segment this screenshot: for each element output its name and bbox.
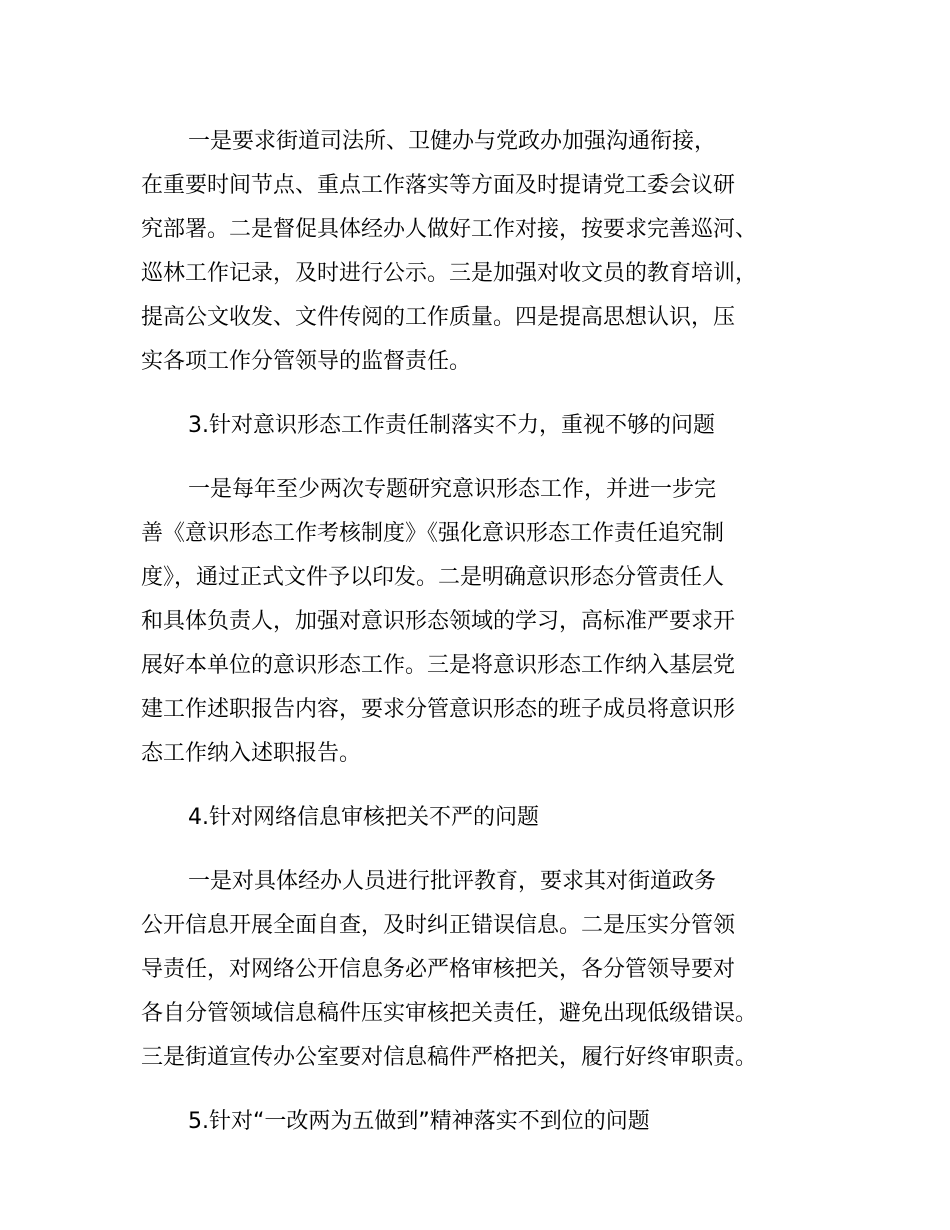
text-line: 各自分管领域信息稿件压实审核把关责任，避免出现低级错误。 bbox=[141, 1001, 758, 1026]
text-line: 展好本单位的意识形态工作。三是将意识形态工作纳入基层党 bbox=[141, 653, 736, 678]
text-line: 度》，通过正式文件予以印发。二是明确意识形态分管责任人 bbox=[141, 565, 725, 590]
paragraph-gap bbox=[141, 840, 833, 860]
text-line: 态工作纳入述职报告。 bbox=[141, 741, 362, 766]
text-line: 导责任，对网络公开信息务必严格审核把关，各分管领导要对 bbox=[141, 957, 736, 982]
paragraph bbox=[141, 468, 833, 776]
paragraph bbox=[141, 860, 833, 1080]
text-line: 在重要时间节点、重点工作落实等方面及时提请党工委会议研 bbox=[141, 173, 736, 198]
text-line: 建工作述职报告内容，要求分管意识形态的班子成员将意识形 bbox=[141, 697, 736, 722]
text-line: 公开信息开展全面自查，及时纠正错误信息。二是压实分管领 bbox=[141, 913, 736, 938]
text-line: 一是每年至少两次专题研究意识形态工作，并进一步完 bbox=[188, 477, 717, 502]
section-heading bbox=[141, 1100, 833, 1144]
text-line: 三是街道宣传办公室要对信息稿件严格把关，履行好终审职责。 bbox=[141, 1045, 758, 1070]
document-body bbox=[141, 120, 833, 1144]
paragraph-gap bbox=[141, 384, 833, 404]
heading-line: 5.针对“一改两为五做到”精神落实不到位的问题 bbox=[188, 1109, 650, 1134]
paragraph-gap bbox=[141, 776, 833, 796]
text-line: 一是要求街道司法所、卫健办与党政办加强沟通衔接， bbox=[188, 129, 717, 154]
text-line: 巡林工作记录，及时进行公示。三是加强对收文员的教育培训， bbox=[141, 261, 758, 286]
section-heading bbox=[141, 796, 833, 840]
paragraph-gap bbox=[141, 448, 833, 468]
section-heading bbox=[141, 404, 833, 448]
text-line: 提高公文收发、文件传阅的工作质量。四是提高思想认识，压 bbox=[141, 305, 736, 330]
text-line: 善《意识形态工作考核制度》《强化意识形态工作责任追究制 bbox=[141, 521, 725, 546]
text-line: 实各项工作分管领导的监督责任。 bbox=[141, 349, 472, 374]
paragraph bbox=[141, 120, 833, 384]
text-line: 一是对具体经办人员进行批评教育，要求其对街道政务 bbox=[188, 869, 717, 894]
paragraph-gap bbox=[141, 1080, 833, 1100]
heading-line: 4.针对网络信息审核把关不严的问题 bbox=[188, 805, 539, 830]
text-line: 和具体负责人，加强对意识形态领域的学习，高标准严要求开 bbox=[141, 609, 736, 634]
text-line: 究部署。二是督促具体经办人做好工作对接，按要求完善巡河、 bbox=[141, 217, 758, 242]
heading-line: 3.针对意识形态工作责任制落实不力，重视不够的问题 bbox=[188, 413, 715, 438]
